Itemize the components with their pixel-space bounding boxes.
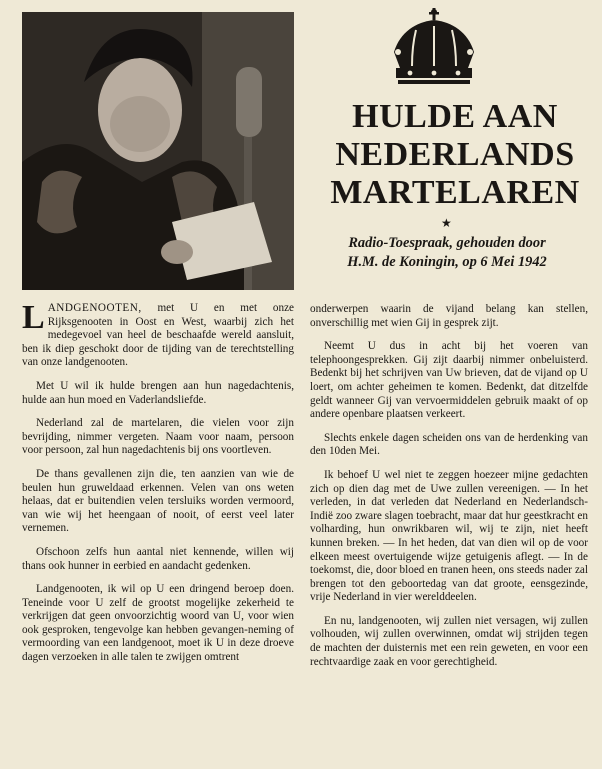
article-column-left — [22, 299, 294, 675]
paragraph: Landgenooten, ik wil op U een dringend beroep doen. Teneinde voor U zelf de grootst mogelijke zekerheid te verkrijgen dat geen onvoorzichtig woord van U, voor wien ook gesproken, tengevolge kan hebben gevangen-neming of vermoording van een landgenoot, moet ik U in deze droeve dagen verzoeken in alle talen te zwijgen omtrent — [22, 583, 294, 664]
paragraph: onderwerpen waarin de vijand belang kan stellen, onverschillig met wien Gij in gesprek zijt. — [310, 303, 588, 329]
paragraph: Nederland zal de martelaren, die vielen voor zijn bevrijding, nimmer vergeten. Naam voor naam, persoon voor persoon, zal hun nagedachtenis bij ons voortleven. — [22, 417, 294, 457]
queen-at-microphone-photo — [22, 12, 294, 290]
opening-caps: ANDGENOOTEN, — [47, 302, 142, 314]
headline: HULDE AAN NEDERLANDS MARTELAREN — [330, 98, 580, 211]
paragraph: De thans gevallenen zijn die, ten aanzien van wie de beulen hun gruweldaad erkennen. Velen van ons weten helaas, dat er buitendien velen tersluiks worden vermoord, van wie wij het heengaan of nooit, of eerst veel later vernemen. — [22, 467, 294, 535]
paragraph: Slechts enkele dagen scheiden ons van de herdenking van den 10den Mei. — [310, 431, 588, 458]
crown-icon — [386, 6, 482, 88]
paragraph — [22, 299, 294, 370]
subtitle: Radio-Toespraak, gehouden door H.M. de Koningin, op 6 Mei 1942 — [347, 235, 547, 270]
paragraph: Ik behoef U wel niet te zeggen hoezeer mijne gedachten zich op dien dag met de Uwe zullen vereenigen. — In het verleden, in dat verleden dat Nederland en Nederlandsch-Indië zoo zware slagen toebracht, maar dat hur geestkracht en volharding, hun onwrikbaren wil, wij te zijn, niet heeft kunnen breken. — In het heden, dat van dien wil op de voor elkeen meest overtuigende wijze getuigenis aflegt. — In de toekomst, die, door bloed en tranen heen, ons steeds nader zal brengen tot den geboortedag van dat groote, eensgezinde, vrije Nederland in vier werelddeelen. — [310, 468, 588, 604]
photo-illustration — [22, 12, 294, 290]
paragraph: Met U wil ik hulde brengen aan hun nagedachtenis, hulde aan hun moed en Vaderlandsliefde. — [22, 379, 294, 406]
paragraph: Neemt U dus in acht bij het voeren van telephoongesprekken. Gij zijt daarbij nimmer onbeluisterd. Bedenkt bij het schrijven van Uw brieven, dat de vijand op U loert, om achter geheimen te komen. Bedenkt, dat ditzelfde geldt wanneer Gij van vervoermiddelen gebruik maakt of op andere openbare plaatsen verkeert. — [310, 340, 588, 421]
article-column-right — [310, 303, 588, 679]
drop-cap: L — [22, 299, 45, 336]
paragraph-text: met U en met onze Rijksgenooten in Oost en West, waarbij zich het medegevoel van heel de beschaafde wereld aansluit, ben ik diep geschokt door de tijding van de terechtstelling van onze landgenooten. — [22, 302, 294, 369]
star-ornament: ★ — [441, 216, 452, 230]
paragraph: Ofschoon zelfs hun aantal niet kennende, willen wij thans ook hunner in eerbied en aandacht gedenken. — [22, 545, 294, 572]
paragraph: En nu, landgenooten, wij zullen niet versagen, wij zullen volhouden, wij zullen overwinnen, omdat wij strijden tegen de machten der duisternis met een rein geweten, en voor een rechtvaardige zaak en voor gerechtigheid. — [310, 614, 588, 668]
